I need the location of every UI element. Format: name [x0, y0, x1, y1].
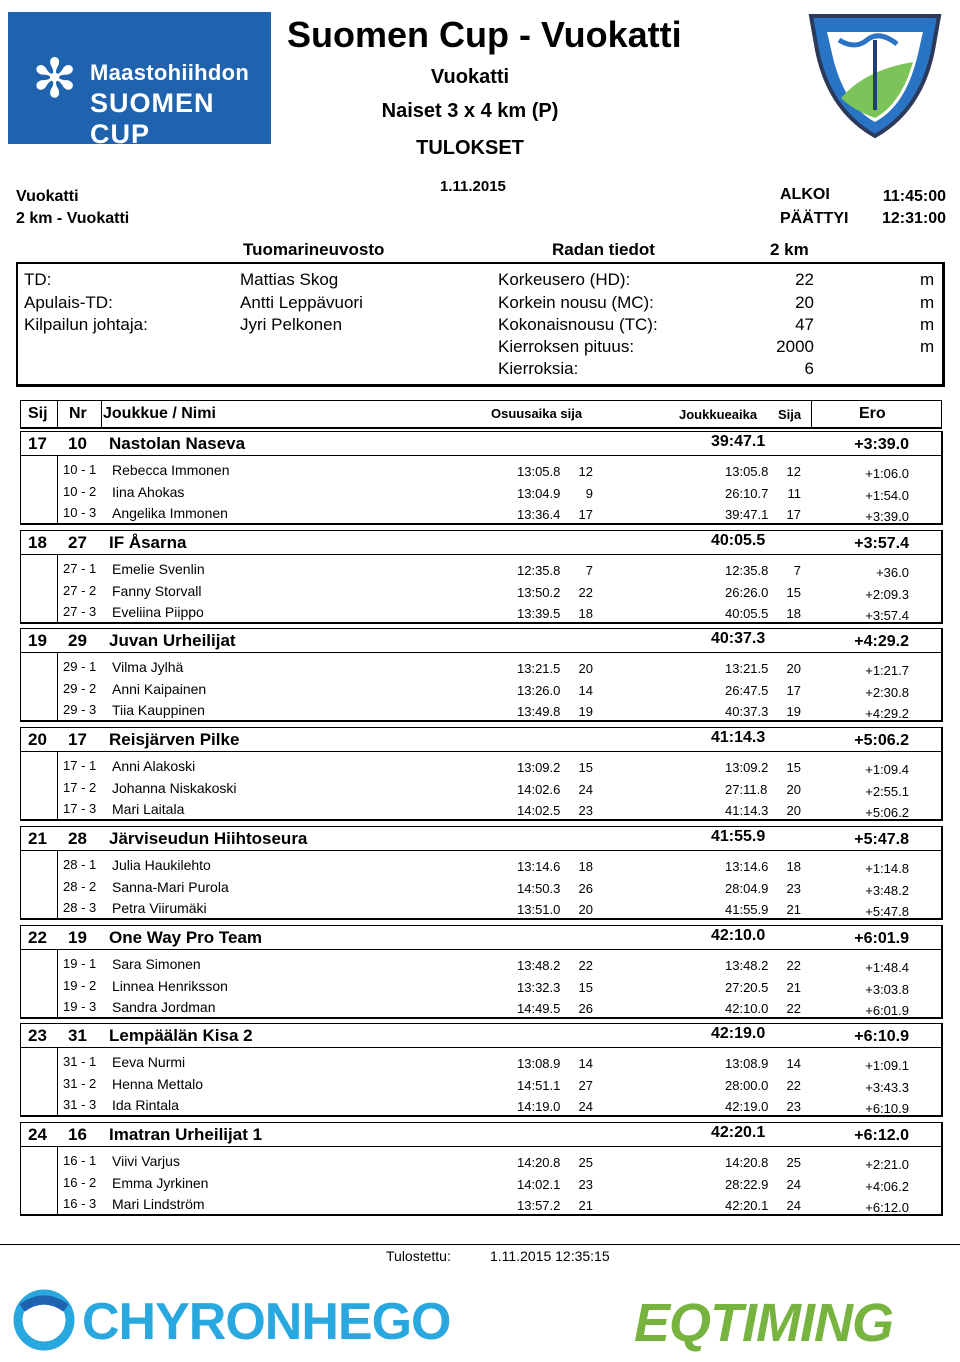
member-diff: +5:06.2 [865, 805, 909, 821]
member-name: Anni Alakoski [112, 758, 196, 774]
info-box [16, 262, 945, 387]
member-name: Johanna Niskakoski [112, 779, 237, 796]
col-nr: Nr [69, 405, 87, 422]
team-block [20, 727, 943, 821]
member-leg-rank: 18 [578, 606, 593, 622]
member-leg-time: 14:50.3 [517, 880, 561, 896]
member-name: Rebecca Immonen [112, 462, 230, 478]
member-leg-time: 13:21.5 [517, 661, 561, 676]
course-unit: m [920, 293, 935, 312]
jury-role: TD: [24, 270, 52, 289]
member-bib: 17 - 3 [63, 801, 97, 817]
end-label: PÄÄTTYI [780, 210, 849, 227]
member-cumulative-rank: 11 [787, 485, 801, 501]
member-cumulative-rank: 21 [786, 902, 801, 918]
team-diff: +6:10.9 [854, 1028, 909, 1045]
results-table-header [20, 400, 942, 429]
team-nr: 17 [68, 730, 87, 749]
team-name: IF Åsarna [109, 533, 187, 552]
team-diff: +6:01.9 [854, 930, 909, 947]
course-unit: m [920, 270, 935, 289]
member-leg-time: 14:02.5 [517, 803, 561, 819]
team-diff: +5:47.8 [854, 831, 909, 848]
member-cumulative-time: 41:55.9 [725, 902, 769, 918]
team-nr: 27 [68, 533, 87, 552]
member-leg-time: 13:57.2 [517, 1198, 561, 1214]
member-leg-time: 13:39.5 [517, 606, 561, 622]
course-value: 6 [804, 359, 814, 378]
member-leg-rank: 19 [578, 704, 593, 720]
member-diff: +3:39.0 [865, 509, 909, 525]
venue-title: Vuokatti [430, 66, 510, 88]
team-rank: 24 [28, 1125, 47, 1144]
footer-divider [0, 1244, 960, 1245]
logo-line1: Maastohiihdon [90, 60, 250, 85]
member-cumulative-rank: 21 [786, 979, 801, 995]
team-diff: +5:06.2 [854, 732, 909, 749]
member-leg-time: 14:20.8 [517, 1155, 561, 1170]
team-time: 42:19.0 [711, 1025, 766, 1042]
team-nr: 19 [68, 928, 87, 947]
member-cumulative-time: 26:10.7 [725, 485, 769, 501]
team-nr: 16 [68, 1125, 87, 1144]
member-name: Anni Kaipainen [112, 680, 207, 697]
member-cumulative-rank: 14 [786, 1056, 801, 1071]
member-name: Iina Ahokas [112, 483, 185, 500]
course-label: Kierroksen pituus: [498, 337, 635, 356]
col-diff: Ero [859, 405, 886, 422]
team-time: 42:10.0 [711, 927, 766, 944]
team-time: 39:47.1 [711, 433, 766, 450]
member-leg-rank: 14 [578, 682, 593, 698]
member-cumulative-rank: 24 [786, 1176, 801, 1192]
start-label: ALKOI [780, 186, 830, 203]
team-block [20, 1122, 943, 1216]
member-leg-rank: 15 [578, 979, 593, 995]
member-diff: +2:09.3 [865, 586, 909, 602]
member-leg-rank: 15 [578, 760, 593, 775]
member-name: Emma Jyrkinen [112, 1174, 209, 1191]
course-label: Korkein nousu (MC): [498, 293, 654, 312]
member-diff: +1:06.0 [865, 466, 909, 481]
member-leg-time: 13:48.2 [517, 958, 561, 973]
team-rank: 17 [28, 434, 47, 453]
member-name: Sanna-Mari Purola [112, 878, 229, 895]
member-bib: 16 - 1 [63, 1153, 97, 1168]
course-unit: m [920, 315, 935, 334]
member-leg-time: 13:36.4 [517, 507, 561, 523]
chyronhego-swirl-icon [12, 1288, 76, 1352]
member-leg-time: 13:14.6 [517, 859, 561, 874]
member-cumulative-rank: 18 [786, 859, 801, 874]
team-diff: +6:12.0 [854, 1127, 909, 1144]
end-time: 12:31:00 [881, 210, 946, 227]
member-name: Linnea Henriksson [112, 977, 228, 994]
member-bib: 28 - 3 [63, 900, 97, 916]
member-name: Fanny Storvall [112, 582, 202, 599]
member-cumulative-time: 14:20.8 [725, 1155, 769, 1170]
member-bib: 29 - 2 [63, 680, 97, 696]
member-diff: +1:09.1 [865, 1058, 909, 1073]
course-label: Kokonaisnousu (TC): [498, 315, 658, 334]
jury-heading: Tuomarineuvosto [243, 240, 385, 259]
member-leg-rank: 23 [578, 1176, 593, 1192]
member-leg-time: 14:19.0 [517, 1099, 561, 1115]
member-cumulative-time: 27:11.8 [725, 781, 768, 797]
document-type: TULOKSET [416, 137, 524, 159]
member-cumulative-rank: 18 [786, 606, 801, 622]
member-diff: +5:47.8 [865, 904, 909, 920]
member-column-divider [57, 949, 58, 1017]
member-name: Viivi Varjus [112, 1153, 180, 1169]
member-leg-time: 13:32.3 [517, 979, 561, 995]
team-name: Nastolan Naseva [109, 434, 246, 453]
member-bib: 31 - 3 [63, 1097, 97, 1113]
member-diff: +3:03.8 [865, 981, 909, 997]
member-name: Sara Simonen [112, 956, 201, 972]
member-cumulative-time: 13:14.6 [725, 859, 769, 874]
member-cumulative-rank: 22 [786, 1077, 801, 1093]
printed-label: Tulostettu: [386, 1248, 451, 1264]
member-cumulative-rank: 20 [786, 803, 801, 819]
course-heading: Radan tiedot [552, 240, 655, 259]
member-cumulative-rank: 19 [786, 704, 801, 720]
chyronhego-wordmark: CHYRONHEGO [82, 1293, 451, 1351]
member-leg-time: 13:04.9 [517, 485, 561, 501]
team-name: Järviseudun Hiihtoseura [109, 829, 308, 848]
member-cumulative-rank: 17 [786, 507, 801, 523]
team-separator [21, 1146, 941, 1147]
team-time: 40:37.3 [711, 630, 766, 647]
team-rank: 18 [28, 533, 47, 552]
member-bib: 29 - 1 [63, 659, 97, 674]
course-label: Kierroksia: [498, 359, 579, 378]
team-separator [21, 751, 941, 752]
member-bib: 31 - 1 [63, 1054, 97, 1069]
member-leg-rank: 23 [578, 803, 593, 819]
member-cumulative-time: 40:37.3 [725, 704, 769, 720]
member-column-divider [57, 455, 58, 523]
member-column-divider [57, 1146, 58, 1214]
member-cumulative-rank: 25 [786, 1155, 801, 1170]
team-block [20, 530, 943, 624]
team-diff: +4:29.2 [854, 633, 909, 650]
member-diff: +4:06.2 [865, 1178, 909, 1194]
team-block [20, 628, 943, 722]
member-bib: 16 - 2 [63, 1174, 97, 1190]
member-leg-rank: 22 [578, 958, 593, 973]
member-cumulative-time: 28:22.9 [725, 1176, 769, 1192]
member-cumulative-rank: 22 [786, 958, 801, 973]
member-leg-time: 13:08.9 [517, 1056, 561, 1071]
member-diff: +36.0 [876, 565, 909, 580]
member-name: Angelika Immonen [112, 505, 228, 522]
member-name: Tiia Kauppinen [112, 702, 205, 719]
member-name: Eeva Nurmi [112, 1054, 186, 1070]
member-cumulative-time: 42:20.1 [725, 1198, 769, 1214]
member-leg-rank: 17 [578, 507, 593, 523]
member-name: Eveliina Piippo [112, 604, 204, 621]
team-rank: 23 [28, 1026, 47, 1045]
course-length: 2 km [770, 240, 809, 259]
member-cumulative-time: 41:14.3 [725, 803, 769, 819]
member-cumulative-rank: 15 [786, 584, 801, 600]
member-diff: +1:48.4 [865, 960, 909, 975]
member-leg-time: 14:49.5 [517, 1001, 561, 1017]
member-diff: +3:43.3 [865, 1079, 909, 1095]
col-sij: Sij [28, 405, 48, 422]
course-unit: m [920, 337, 935, 356]
team-rank: 19 [28, 631, 47, 650]
team-separator [21, 455, 941, 456]
jury-role: Apulais-TD: [24, 293, 113, 312]
member-name: Mari Laitala [112, 801, 185, 818]
member-cumulative-rank: 7 [793, 563, 801, 578]
member-bib: 19 - 2 [63, 977, 97, 993]
member-leg-rank: 24 [578, 1099, 593, 1115]
member-cumulative-time: 26:47.5 [725, 682, 769, 698]
member-leg-time: 13:05.8 [517, 464, 561, 479]
member-bib: 28 - 1 [63, 857, 97, 872]
team-separator [21, 850, 941, 851]
shield-logo-icon [805, 10, 945, 140]
course-value: 20 [795, 293, 814, 312]
member-cumulative-rank: 15 [786, 760, 801, 775]
member-bib: 29 - 3 [63, 702, 97, 718]
team-diff: +3:57.4 [854, 535, 909, 552]
member-cumulative-time: 28:04.9 [725, 880, 769, 896]
meta-place: Vuokatti [16, 188, 79, 205]
col-name: Joukkue / Nimi [103, 405, 216, 422]
member-column-divider [57, 1047, 58, 1115]
member-bib: 10 - 1 [63, 462, 97, 477]
col-leg: Osuusaika sija [491, 406, 583, 421]
team-rank: 20 [28, 730, 47, 749]
member-cumulative-time: 13:48.2 [725, 958, 769, 973]
course-label: Korkeusero (HD): [498, 270, 631, 289]
member-diff: +2:30.8 [865, 684, 909, 700]
member-cumulative-time: 39:47.1 [725, 507, 769, 523]
member-name: Henna Mettalo [112, 1075, 204, 1092]
member-diff: +2:21.0 [865, 1157, 909, 1172]
race-title: Naiset 3 x 4 km (P) [381, 100, 559, 122]
member-bib: 27 - 1 [63, 561, 97, 576]
team-nr: 31 [68, 1026, 87, 1045]
member-bib: 17 - 2 [63, 779, 97, 795]
member-leg-rank: 21 [578, 1198, 593, 1214]
team-time: 41:55.9 [711, 828, 766, 845]
member-column-divider [57, 751, 58, 819]
member-leg-rank: 7 [585, 563, 593, 578]
team-separator [21, 1047, 941, 1048]
team-time: 41:14.3 [711, 729, 766, 746]
member-leg-rank: 26 [578, 1001, 593, 1017]
member-leg-time: 13:50.2 [517, 584, 561, 600]
member-diff: +6:10.9 [865, 1101, 909, 1117]
member-cumulative-time: 28:00.0 [725, 1077, 769, 1093]
member-cumulative-rank: 24 [786, 1198, 801, 1214]
member-cumulative-time: 26:26.0 [725, 584, 769, 600]
member-cumulative-rank: 22 [786, 1001, 801, 1017]
team-rank: 22 [28, 928, 47, 947]
col-team-time: Joukkueaika [679, 407, 758, 422]
member-leg-time: 13:26.0 [517, 682, 561, 698]
member-bib: 17 - 1 [63, 758, 97, 773]
team-block [20, 925, 943, 1019]
course-value: 22 [795, 270, 814, 289]
team-block [20, 1023, 943, 1117]
member-leg-rank: 24 [578, 781, 593, 797]
member-name: Petra Viirumäki [112, 900, 207, 917]
team-name: Juvan Urheilijat [109, 631, 236, 650]
eqtiming-logo [634, 1292, 950, 1352]
member-cumulative-rank: 12 [786, 464, 801, 479]
member-cumulative-rank: 23 [786, 1099, 801, 1115]
printed-timestamp: 1.11.2015 12:35:15 [490, 1248, 610, 1264]
member-leg-rank: 9 [585, 485, 593, 501]
member-cumulative-time: 13:21.5 [725, 661, 769, 676]
member-column-divider [57, 652, 58, 720]
member-name: Vilma Jylhä [112, 659, 184, 675]
member-bib: 19 - 3 [63, 999, 97, 1015]
member-diff: +6:01.9 [865, 1003, 909, 1019]
course-value: 2000 [776, 337, 814, 356]
member-diff: +3:57.4 [865, 608, 909, 624]
logo-line2: SUOMEN CUP [90, 88, 215, 149]
eqtiming-wordmark: EQTIMING [634, 1293, 893, 1353]
team-name: Reisjärven Pilke [109, 730, 240, 749]
jury-name: Jyri Pelkonen [240, 315, 343, 334]
member-leg-rank: 26 [578, 880, 593, 896]
start-time: 11:45:00 [882, 188, 946, 205]
member-name: Emelie Svenlin [112, 561, 205, 577]
member-diff: +1:54.0 [865, 487, 909, 503]
team-name: Imatran Urheilijat 1 [109, 1125, 263, 1144]
member-cumulative-time: 13:08.9 [725, 1056, 769, 1071]
member-leg-rank: 22 [578, 584, 593, 600]
maastohiihdon-suomen-cup-logo [8, 12, 271, 149]
member-name: Ida Rintala [112, 1097, 179, 1114]
member-diff: +1:21.7 [865, 663, 909, 678]
team-nr: 10 [68, 434, 87, 453]
page-title: Suomen Cup - Vuokatti [287, 14, 682, 55]
member-diff: +1:14.8 [865, 861, 909, 876]
jury-name: Mattias Skog [240, 270, 339, 289]
race-date: 1.11.2015 [440, 178, 506, 195]
meta-course: 2 km - Vuokatti [16, 210, 130, 227]
snowflake-icon: ✻ [32, 49, 78, 109]
team-nr: 28 [68, 829, 87, 848]
member-bib: 27 - 3 [63, 604, 97, 620]
member-bib: 16 - 3 [63, 1196, 97, 1212]
member-bib: 10 - 2 [63, 483, 97, 499]
member-leg-time: 13:49.8 [517, 704, 561, 720]
team-rank: 21 [28, 829, 47, 848]
member-bib: 10 - 3 [63, 505, 97, 521]
member-name: Julia Haukilehto [112, 857, 211, 873]
team-diff: +3:39.0 [854, 436, 909, 453]
chyronhego-logo [12, 1286, 462, 1352]
team-name: One Way Pro Team [109, 928, 263, 947]
team-time: 40:05.5 [711, 532, 766, 549]
team-nr: 29 [68, 631, 87, 650]
member-cumulative-rank: 23 [786, 880, 801, 896]
member-leg-rank: 25 [578, 1155, 593, 1170]
course-value: 47 [795, 315, 814, 334]
member-leg-time: 14:02.1 [517, 1176, 561, 1192]
member-bib: 28 - 2 [63, 878, 97, 894]
member-leg-time: 14:51.1 [517, 1077, 561, 1093]
member-leg-rank: 12 [578, 464, 593, 479]
member-leg-rank: 18 [578, 859, 593, 874]
member-diff: +3:48.2 [865, 882, 909, 898]
member-bib: 27 - 2 [63, 582, 97, 598]
member-cumulative-rank: 17 [786, 682, 801, 698]
member-leg-rank: 20 [578, 661, 593, 676]
member-name: Sandra Jordman [112, 999, 216, 1016]
member-diff: +1:09.4 [865, 762, 909, 777]
member-diff: +4:29.2 [865, 706, 909, 722]
member-cumulative-time: 42:19.0 [725, 1099, 769, 1115]
member-leg-time: 14:02.6 [517, 781, 561, 797]
member-leg-time: 13:09.2 [517, 760, 561, 775]
team-separator [21, 554, 941, 555]
member-cumulative-time: 42:10.0 [725, 1001, 769, 1017]
team-separator [21, 949, 941, 950]
member-cumulative-rank: 20 [786, 661, 801, 676]
member-cumulative-time: 40:05.5 [725, 606, 769, 622]
jury-name: Antti Leppävuori [240, 293, 363, 312]
member-leg-rank: 27 [578, 1077, 593, 1093]
member-bib: 19 - 1 [63, 956, 97, 971]
member-diff: +6:12.0 [865, 1200, 909, 1216]
team-block [20, 826, 943, 920]
member-cumulative-time: 27:20.5 [725, 979, 769, 995]
member-column-divider [57, 554, 58, 622]
member-diff: +2:55.1 [865, 783, 909, 799]
team-block [20, 431, 943, 525]
member-cumulative-rank: 20 [786, 781, 801, 797]
member-leg-time: 12:35.8 [517, 563, 561, 578]
team-separator [21, 652, 941, 653]
jury-role: Kilpailun johtaja: [24, 315, 148, 334]
member-cumulative-time: 12:35.8 [725, 563, 769, 578]
team-time: 42:20.1 [711, 1124, 766, 1141]
team-name: Lempäälän Kisa 2 [109, 1026, 253, 1045]
member-column-divider [57, 850, 58, 918]
member-cumulative-time: 13:05.8 [725, 464, 769, 479]
member-leg-rank: 20 [578, 902, 593, 918]
member-leg-time: 13:51.0 [517, 902, 561, 918]
member-bib: 31 - 2 [63, 1075, 97, 1091]
member-name: Mari Lindström [112, 1196, 205, 1213]
member-leg-rank: 14 [578, 1056, 593, 1071]
member-cumulative-time: 13:09.2 [725, 760, 769, 775]
col-team-rank: Sija [778, 407, 802, 422]
